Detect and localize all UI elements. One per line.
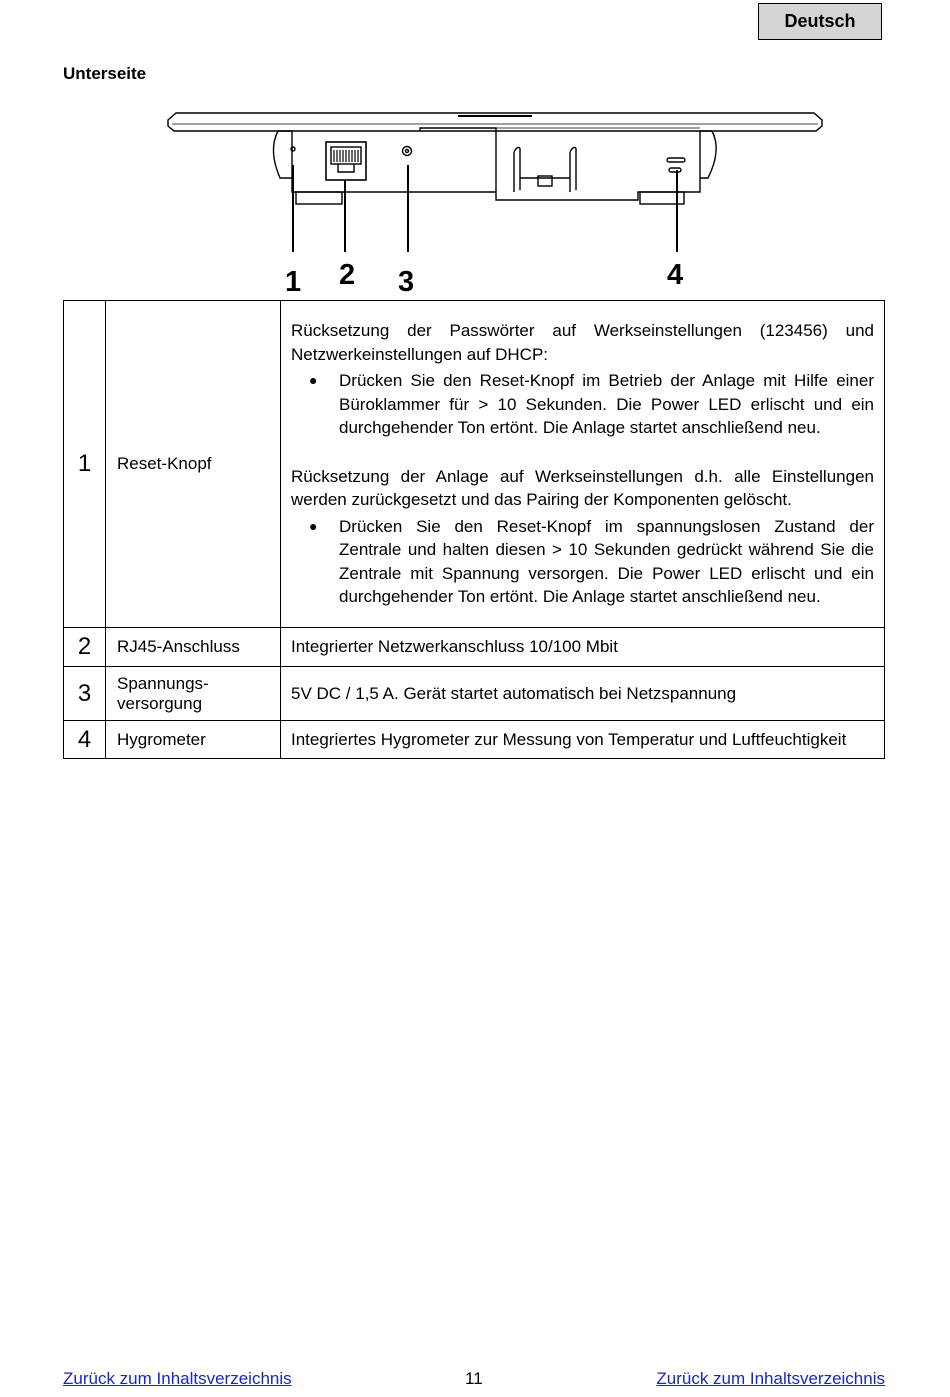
- row-label: RJ45-Anschluss: [106, 628, 281, 667]
- page-number: 11: [465, 1369, 483, 1388]
- callout-3: 3: [398, 266, 415, 298]
- callout-4: 4: [667, 259, 684, 291]
- footer-back-link-right[interactable]: [656, 1369, 885, 1389]
- row-label: [106, 667, 281, 721]
- callout-1: 1: [285, 266, 302, 298]
- list-item: [309, 369, 874, 440]
- row-label-line: Spannungs-: [117, 673, 209, 693]
- bullet-list: [291, 515, 874, 609]
- bullet-icon: ●: [309, 372, 318, 389]
- callout-2: 2: [339, 259, 356, 291]
- row-label: Reset-Knopf: [106, 301, 281, 628]
- language-tab[interactable]: Deutsch: [758, 3, 882, 40]
- row-number: 2: [64, 628, 106, 667]
- table-row: [64, 667, 885, 721]
- row-description: 5V DC / 1,5 A. Gerät startet automatisch bei Netzspannung: [281, 667, 885, 721]
- component-table: [63, 300, 885, 759]
- section-title: Unterseite: [63, 64, 147, 83]
- row-label-line: versorgung: [117, 693, 203, 713]
- row-description: [281, 301, 885, 628]
- row-number: 3: [64, 667, 106, 721]
- table-row: [64, 301, 885, 628]
- bullet-text: Drücken Sie den Reset-Knopf im Betrieb der Anlage mit Hilfe einer Büroklammer für > 10 Sekunden. Die Power LED erlischt und ein durchgehender Ton ertönt. Die Anlage startet anschließend neu.: [339, 371, 874, 438]
- row-description: Integrierter Netzwerkanschluss 10/100 Mbit: [281, 628, 885, 667]
- table-row: [64, 721, 885, 759]
- toc-link[interactable]: Zurück zum Inhaltsverzeichnis: [63, 1369, 292, 1388]
- factory-reset-block: [291, 465, 874, 609]
- footer-back-link-left[interactable]: [63, 1369, 292, 1389]
- table-row: [64, 628, 885, 667]
- bullet-list: [291, 369, 874, 440]
- row-number: 4: [64, 721, 106, 759]
- row-description: Integriertes Hygrometer zur Messung von Temperatur und Luftfeuchtigkeit: [281, 721, 885, 759]
- block-intro: Rücksetzung der Passwörter auf Werkseinstellungen (123456) und Netzwerkeinstellungen auf DHCP:: [291, 321, 874, 364]
- row-label: Hygrometer: [106, 721, 281, 759]
- toc-link[interactable]: Zurück zum Inhaltsverzeichnis: [656, 1369, 885, 1388]
- reset-passwords-block: [291, 319, 874, 440]
- list-item: [309, 515, 874, 609]
- device-bottom-view-illustration: [0, 0, 950, 300]
- bullet-icon: ●: [309, 517, 318, 534]
- block-intro: Rücksetzung der Anlage auf Werkseinstellungen d.h. alle Einstellungen werden zurückgesetzt und das Pairing der Komponenten gelöscht.: [291, 466, 874, 510]
- bullet-text: Drücken Sie den Reset-Knopf im spannungslosen Zustand der Zentrale und halten diesen > 10 Sekunden gedrückt während Sie die Zentrale mit Spannung versorgen. Die Power LED erlischt und ein durchgehender Ton ertönt. Die Anlage startet anschließend neu.: [339, 516, 874, 607]
- row-number: 1: [64, 301, 106, 628]
